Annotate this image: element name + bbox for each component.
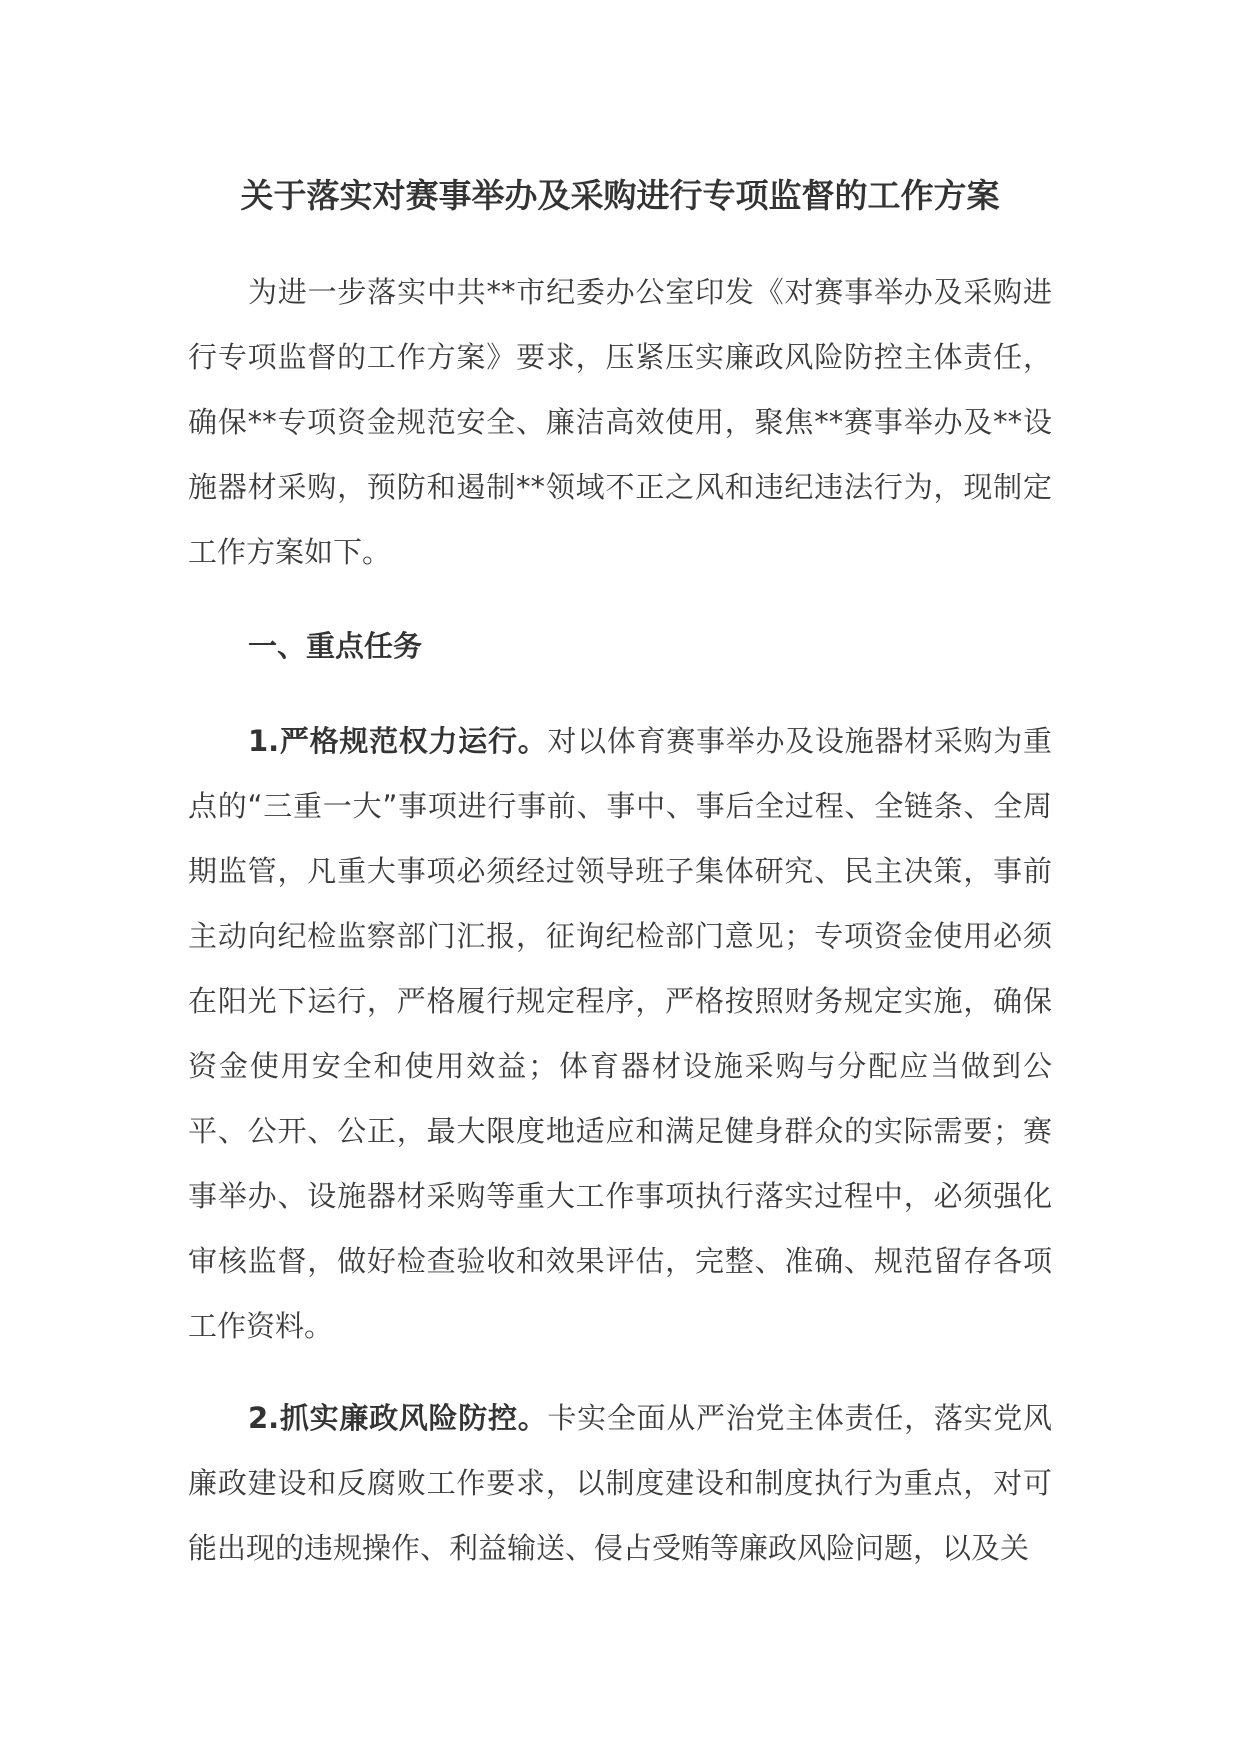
task-item-2-body: 卡实全面从严治党主体责任，落实党风廉政建设和反腐败工作要求，以制度建设和制度执行为重点，对可能出现的违规操作、利益输送、侵占受贿等廉政风险问题，以及关 (188, 1401, 1052, 1565)
task-item-2-paragraph (188, 1386, 1052, 1581)
section-heading-key-tasks: 一、重点任务 (248, 629, 423, 663)
intro-paragraph: 为进一步落实中共**市纪委办公室印发《对赛事举办及采购进行专项监督的工作方案》要求，压紧压实廉政风险防控主体责任，确保**专项资金规范安全、廉洁高效使用，聚焦**赛事举办及**设施器材采购，预防和遏制**领域不正之风和违纪违法行为，现制定工作方案如下。 (188, 275, 1052, 569)
task-item-1-body: 对以体育赛事举办及设施器材采购为重点的“三重一大”事项进行事前、事中、事后全过程、全链条、全周期监管，凡重大事项必须经过领导班子集体研究、民主决策，事前主动向纪检监察部门汇报，征询纪检部门意见；专项资金使用必须在阳光下运行，严格履行规定程序，严格按照财务规定实施，确保资金使用安全和使用效益；体育器材设施采购与分配应当做到公平、公开、公正，最大限度地适应和满足健身群众的实际需要；赛事举办、设施器材采购等重大工作事项执行落实过程中，必须强化审核监督，做好检查验收和效果评估，完整、准确、规范留存各项工作资料。 (188, 724, 1052, 1343)
document-title: 关于落实对赛事举办及采购进行专项监督的工作方案 (240, 176, 1000, 215)
task-item-2-lead: 2.抓实廉政风险防控。 (248, 1401, 548, 1435)
task-item-1-lead: 1.严格规范权力运行。 (248, 724, 548, 758)
task-item-1-paragraph (188, 709, 1052, 1359)
